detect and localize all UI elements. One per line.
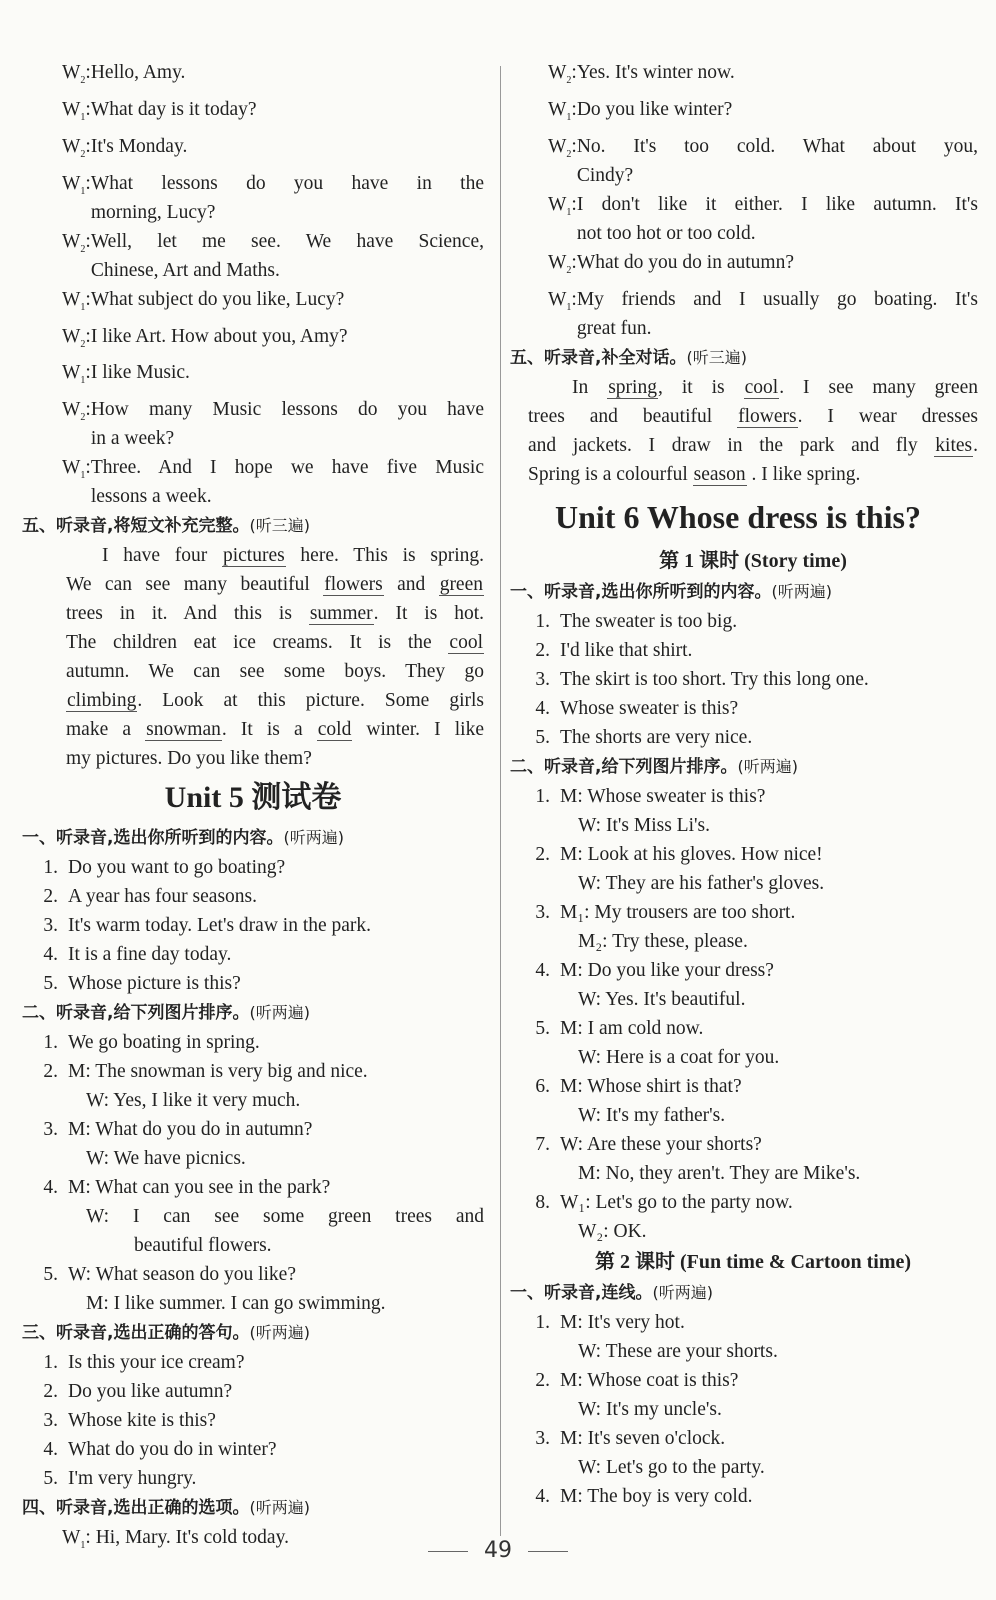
section-heading: 二、听录音,给下列图片排序。(听两遍) [22, 1003, 310, 1024]
list-item: 5. The shorts are very nice. [535, 726, 753, 748]
speaker-label: $W_1$: [62, 457, 91, 482]
list-item: 1. M: It's very hot. [535, 1311, 685, 1333]
speaker-label: $W_2$: [548, 135, 577, 160]
speaker-label: $W_1$: [548, 288, 577, 313]
numbered-list [528, 1308, 978, 1511]
list-item-reply: M: No, they aren't. They are Mike's. [578, 1162, 861, 1184]
speaker-label: $W_1$: [62, 1527, 96, 1552]
list-item-reply: W: It's Miss Li's. [578, 814, 710, 836]
list-item: 2. M: The snowman is very big and nice. [43, 1061, 368, 1083]
list-item: 1. Is this your ice cream? [43, 1352, 245, 1374]
dialogue-line: $W_2$: Hello, Amy. [22, 58, 484, 95]
dialogue-line: $W_2$: How many Music lessons do you have in a week? [22, 395, 484, 453]
list-item: 5. I'm very hungry. [43, 1468, 197, 1490]
list-item: 3. M: What do you do in autumn? [43, 1119, 313, 1141]
numbered-list [22, 1028, 484, 1318]
numbered-list [528, 607, 978, 752]
list-item: 3. It's warm today. Let's draw in the park. [43, 915, 372, 937]
dialogue-line: $W_1$: My friends and I usually go boating. It's great fun. [528, 285, 978, 343]
column-divider [500, 66, 501, 1536]
numbered-list [528, 782, 978, 1246]
list-item: 5. M: I am cold now. [535, 1017, 704, 1039]
dialogue-line: $W_1$: What day is it today? [22, 95, 484, 132]
page-number: 49 [0, 1538, 996, 1563]
list-item-reply: W: These are your shorts. [578, 1340, 778, 1362]
section-heading: 一、听录音,连线。(听两遍) [510, 1282, 713, 1303]
list-item: 2. M: Look at his gloves. How nice! [535, 843, 823, 865]
list-item: 1. Do you want to go boating? [43, 857, 286, 879]
list-item-reply: W: It's my uncle's. [578, 1398, 722, 1420]
fill-passage: I have four pictures here. This is spring. We can see many beautiful flowers and green trees in it. And this is summer. It is hot. The children eat ice creams. It is the cool autumn. We can see some boys. They go climbing. Look at this picture. Some girls make a snowman. It is a cold winter. I like my pictures. Do you like them? [66, 545, 485, 770]
unit-title: Unit 6 Whose dress is this? [555, 498, 921, 535]
section-heading: 一、听录音,选出你所听到的内容。(听两遍) [510, 581, 832, 602]
dialogue-line: $W_2$: No. It's too cold. What about you, Cindy? [528, 132, 978, 190]
dialogue-line: $W_2$: It's Monday. [22, 132, 484, 169]
list-item: 5. Whose picture is this? [43, 973, 241, 995]
list-item: 4. It is a fine day today. [43, 944, 232, 966]
numbered-list [22, 853, 484, 998]
list-item-reply: W: They are his father's gloves. [578, 872, 825, 894]
list-item-reply: W: Yes. It's beautiful. [578, 988, 746, 1010]
list-item: 2. A year has four seasons. [43, 886, 257, 908]
speaker-label: $W_2$: [62, 135, 91, 160]
dialogue-line: $W_2$: Well, let me see. We have Science, Chinese, Art and Maths. [22, 227, 484, 285]
list-item: W: We have picnics. [86, 1148, 246, 1170]
speaker-label: $W_2$: [548, 62, 577, 86]
list-item: 4. What do you do in winter? [43, 1439, 277, 1461]
speaker-label: $W_1$: [62, 172, 91, 197]
dialogue-line: $W_1$: What lessons do you have in the morning, Lucy? [22, 169, 484, 227]
lesson-title: 第 2 课时 (Fun time & Cartoon time) [594, 1250, 912, 1273]
speaker-label: $W_1$: [62, 362, 91, 387]
speaker-label: $W_1$: [548, 98, 577, 123]
dialogue-block [22, 58, 484, 511]
section-heading: 二、听录音,给下列图片排序。(听两遍) [510, 756, 798, 777]
dialogue-line: $W_2$: What do you do in autumn? [528, 248, 978, 285]
dialogue-line: $W_1$: Three. And I hope we have five Music lessons a week. [22, 453, 484, 511]
list-item: 5. W: What season do you like? [43, 1264, 296, 1286]
dialogue-block [528, 58, 978, 343]
section-heading: 五、听录音,将短文补充完整。(听三遍) [22, 516, 310, 537]
speaker-label: $W_1$: [548, 193, 577, 218]
list-item: 6. M: Whose shirt is that? [535, 1075, 742, 1097]
list-item: 4. Whose sweater is this? [535, 697, 739, 719]
list-item: 7. W: Are these your shorts? [535, 1133, 762, 1155]
unit-title: Unit 5 测试卷 [164, 781, 342, 815]
list-item: 4. M: The boy is very cold. [535, 1485, 753, 1507]
list-item: 3. M: It's seven o'clock. [535, 1427, 726, 1449]
list-item: 4. M: What can you see in the park? [43, 1177, 331, 1199]
left-column [22, 58, 484, 1560]
list-item: 1. M: Whose sweater is this? [535, 785, 766, 807]
fill-passage: In spring, it is cool. I see many green trees and beautiful flowers. I wear dresses and jackets. I draw in the park and fly kites. Spring is a colourful season . I like spring. [528, 376, 978, 485]
list-item: 8. W₁: Let's go to the party now. [535, 1191, 793, 1213]
section-heading: 三、听录音,选出正确的答句。(听两遍) [22, 1323, 310, 1344]
dialogue-line: $W_1$: I like Music. [22, 358, 484, 395]
section-heading: 四、听录音,选出正确的选项。(听两遍) [22, 1498, 310, 1519]
list-item: 2. M: Whose coat is this? [535, 1369, 739, 1391]
dialogue-line: $W_1$: What subject do you like, Lucy? [22, 285, 484, 322]
list-item: 3. Whose kite is this? [43, 1410, 216, 1432]
list-item: beautiful flowers. [134, 1235, 272, 1257]
dialogue-line: $W_1$: I don't like it either. I like autumn. It's not too hot or too cold. [528, 190, 978, 248]
list-item-reply: W: It's my father's. [578, 1104, 726, 1126]
list-item: 3. The skirt is too short. Try this long one. [535, 668, 869, 690]
list-item: 1. The sweater is too big. [535, 610, 738, 632]
speaker-label: $W_2$: [62, 62, 91, 86]
dialogue-line: $W_2$: Yes. It's winter now. [528, 58, 978, 95]
list-item-reply: W₂: OK. [578, 1220, 647, 1242]
speaker-label: $W_1$: [62, 98, 91, 123]
speaker-label: $W_2$: [62, 325, 91, 350]
list-item: 1. We go boating in spring. [43, 1032, 260, 1054]
speaker-label: $W_1$: [62, 288, 91, 313]
list-item: 3. M₁: My trousers are too short. [535, 901, 796, 923]
numbered-list [22, 1348, 484, 1493]
dialogue-line: $W_1$: Hi, Mary. It's cold today. [22, 1523, 484, 1560]
list-item: 2. Do you like autumn? [43, 1381, 233, 1403]
list-item: W: Yes, I like it very much. [86, 1090, 301, 1112]
speaker-label: $W_2$: [548, 251, 577, 276]
list-item: 4. M: Do you like your dress? [535, 959, 774, 981]
speaker-label: $W_2$: [62, 230, 91, 255]
dialogue-line: $W_1$: Do you like winter? [528, 95, 978, 132]
lesson-title: 第 1 课时 (Story time) [659, 549, 847, 572]
list-item: W: I can see some green trees and [86, 1206, 484, 1228]
speaker-label: $W_2$: [62, 399, 91, 424]
list-item: M: I like summer. I can go swimming. [86, 1293, 386, 1315]
list-item-reply: M₂: Try these, please. [578, 930, 748, 952]
list-item-reply: W: Let's go to the party. [578, 1456, 765, 1478]
dialogue-line: $W_2$: I like Art. How about you, Amy? [22, 322, 484, 359]
section-heading: 五、听录音,补全对话。(听三遍) [510, 347, 747, 368]
section-heading: 一、听录音,选出你所听到的内容。(听两遍) [22, 828, 344, 849]
right-column [510, 58, 978, 1511]
list-item: 2. I'd like that shirt. [535, 639, 693, 661]
list-item-reply: W: Here is a coat for you. [578, 1046, 780, 1068]
